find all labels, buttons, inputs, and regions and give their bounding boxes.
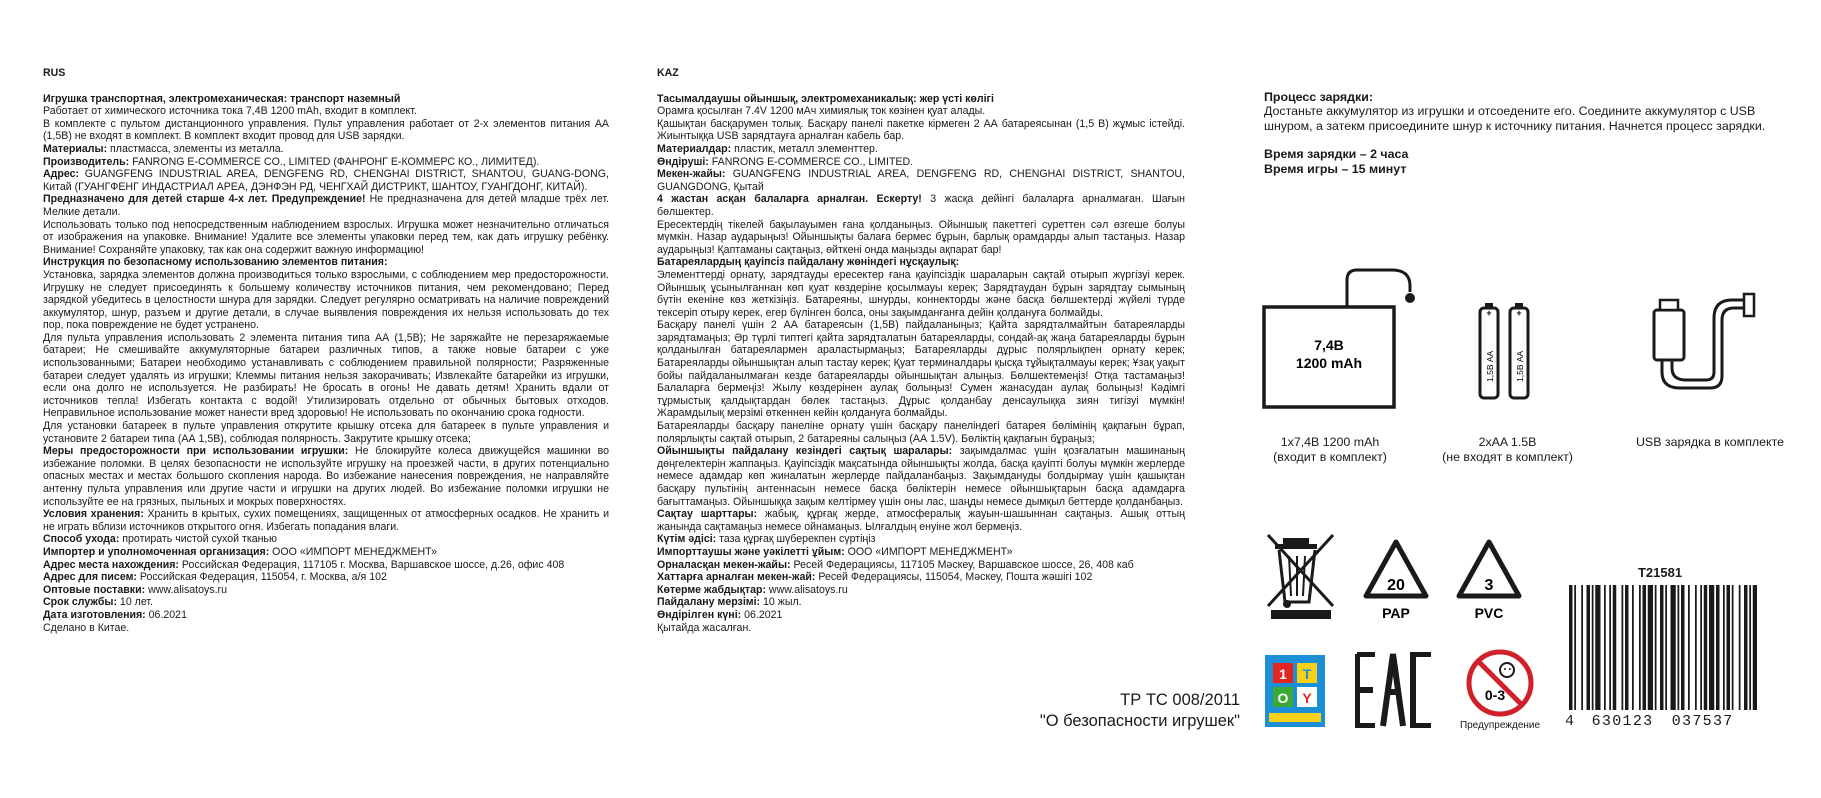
kaz-paragraph-text: Ресей Федерациясы, 115054, Мәскеу, Пошта жәшігі 102 (815, 571, 1093, 584)
kaz-paragraph (657, 596, 1185, 609)
rus-paragraph (43, 168, 609, 193)
pvc-label: PVC (1474, 605, 1504, 621)
rus-paragraph (43, 118, 609, 143)
kaz-paragraph-text: 06.2021 (741, 608, 783, 621)
barcode-bar (1695, 585, 1697, 710)
kaz-lang-label: KAZ (657, 67, 679, 79)
kaz-paragraph-text: пластик, металл элементтер. (731, 142, 878, 155)
kaz-paragraph-text: 10 жыл. (760, 596, 802, 609)
charge-time: Время зарядки – 2 часа (1264, 147, 1409, 162)
recycle-pap-icon (1360, 538, 1432, 622)
rus-paragraph (43, 571, 609, 584)
barcode-bar (1639, 585, 1641, 710)
barcode-bar (1587, 585, 1591, 710)
barcode-bar (1581, 585, 1583, 710)
battery-pack-icon (1262, 262, 1422, 412)
barcode-bar (1655, 585, 1657, 710)
rus-paragraph-heading: Способ ухода: (43, 533, 120, 546)
1toy-logo (1265, 655, 1325, 727)
weee-bin-icon (1265, 532, 1337, 622)
rus-paragraph-text: FANRONG E-COMMERCE CO., LIMITED (ФАНРОНГ Е-КОММЕРС КО., ЛИМИТЕД). (129, 155, 540, 168)
rus-paragraph (43, 93, 609, 106)
barcode-bar (1704, 585, 1708, 710)
charging-title: Процесс зарядки: (1264, 90, 1373, 104)
rus-paragraph-text: Российская Федерация, 117105 г. Москва, Варшавское шоссе, д.26, офис 408 (178, 558, 565, 571)
kaz-paragraph (657, 193, 1185, 218)
kaz-paragraph-text: Батареяларды басқару панеліне орнату үшін басқару панеліндегі батарея бөлімінің қақпағын бұрап, полярлықты сақтай отырып, 2 батареяны салыңыз (АА 1.5V). Бөліктің қақпағын бұраңыз; (657, 420, 1185, 445)
kaz-paragraph-text: жабық, құрғақ жерде, атмосфералық жауын-шашыннан сақтаңыз. Ашық оттың жанында сақтамаңыз немесе ойнамаңыз. Ылғалдың енуіне жол бермеңіз. (657, 508, 1185, 533)
kaz-paragraph (657, 609, 1185, 622)
barcode-bar (1622, 585, 1624, 710)
kaz-paragraph (657, 118, 1185, 143)
kaz-paragraph (657, 420, 1185, 445)
rus-paragraph (43, 622, 609, 635)
rus-paragraph-text: Для установки батареек в пульте управления открутите крышку отсека для батареек в пульте управления и установите 2 батареи типа (АА 1,5В), соблюдая полярность. Закрутите крышку отсека; (43, 420, 609, 445)
battery-caption-line1: 1x7,4В 1200 mAh (1280, 435, 1380, 449)
kaz-paragraph-heading: 4 жастан асқан балаларға арналған. Ескерту! (657, 193, 922, 206)
charging-text: Достаньте аккумулятор из игрушки и отсоедените его. Соедините аккумулятор с USB шнуром, а затекм присоедините шнур к источнику питания. Начнется процесс зарядки. (1264, 104, 1766, 133)
rus-column (43, 67, 609, 634)
recycle-pvc-icon (1453, 538, 1525, 622)
barcode-bar (1700, 585, 1702, 710)
barcode-bar (1739, 585, 1741, 710)
rus-paragraph-heading: Импортер и уполномоченная организация: (43, 545, 270, 558)
kaz-paragraph-text: www.alisatoys.ru (765, 583, 848, 596)
rus-paragraph-heading: Адрес для писем: (43, 571, 137, 584)
kaz-paragraph-text: Элементтерді орнату, зарядтауды ересектер ғана қауіпсіздік шараларын сақтай отырып жүргізуі керек. Ойыншық ұсынылғаннан көп қуат көздеріне қосылмауы керек; Зарядтаудан бұрын зарядтау сымының бүтін екеніне көз жеткізіңіз. Батареяны, шнурды, коннекторды және басқа бөлшектерді жүйелі түрде тексеріп отыру керек, егер бүлінген болса, оны зақымданғанға дейін қолдануға болмайды. (657, 268, 1185, 319)
kaz-paragraph-text: GUANGFENG INDUSTRIAL AREA, DENGFENG RD, CHENGHAI DISTRICT, SHANTOU, GUANGDONG, Қытай (657, 168, 1185, 193)
barcode-bar (1643, 585, 1647, 710)
rus-paragraph-text: В комплекте с пультом дистанционного управления. Пульт управления работает от 2-х элементов питания АА (1,5В) не входят в комплект. В комплект входит провод для USB зарядки. (43, 117, 609, 143)
aa-label-1: 1,5В AA (1485, 350, 1495, 382)
usb-cable-icon (1650, 292, 1760, 402)
battery-caption (1245, 435, 1415, 465)
kaz-paragraph (657, 93, 1185, 106)
kaz-paragraph-text: Басқару панелі үшін 2 АА батареясын (1,5В) пайдаланыңыз; Қайта зарядталмайтын батареяларды зарядтамаңыз; Әр түрлі типтегі қайта зарядталатын батареяларды, сондай-ақ жаңа батареяларды бұрын қолданылған батареялармен араластырмаңыз; Батареяларды дұрыс полярлықпен орнату керек; Батареяларды ойыншықтан алып тастау керек; Қуат терминалдары қысқа тұйықталмауы керек; Ұзақ уақыт бойы пайдаланылмаған кезде батареяларды ойыншықтан алыңыз. Бөлшектемеңіз! Отқа тастамаңыз! Балаларға бермеңіз! Жылу көздерінен аулақ болыңыз! Сумен жанасудан аулақ болыңыз! Кәдімгі тұрмыстық қалдықтардан бөлек тастаңыз. Дұрыс қолданбау денсаулыққа зиян тигізуі мүмкін! Жарамдылық мерзімі өткеннен кейін қолдануға болмайды. (657, 319, 1185, 420)
kaz-paragraph-heading: Материалдар: (657, 142, 732, 155)
kaz-paragraph (657, 168, 1185, 193)
kaz-paragraph-text: 3 жасқа дейінгі балаларға арналмаған. Шағын бөлшектер. (657, 193, 1185, 218)
kaz-paragraph (657, 546, 1185, 559)
kaz-paragraph (657, 156, 1185, 169)
rus-paragraph-heading: Игрушка транспортная, электромеханическая: транспорт наземный (43, 92, 401, 105)
rus-paragraph-text: Сделано в Китае. (43, 621, 130, 634)
kaz-paragraph (657, 105, 1185, 118)
rus-paragraph (43, 609, 609, 622)
eac-mark-icon (1355, 652, 1435, 728)
barcode-digit-first: 4 (1565, 713, 1576, 730)
barcode-bar (1753, 585, 1757, 710)
barcode-bar (1648, 585, 1653, 710)
kaz-paragraph (657, 219, 1185, 257)
barcode-bar (1671, 585, 1676, 710)
rus-paragraph (43, 508, 609, 533)
kaz-paragraph-heading: Мекен-жайы: (657, 168, 726, 181)
kaz-paragraph-text: таза құрғақ шүберекпен сүртіңіз (716, 533, 876, 546)
aa-caption-line1: 2xAA 1.5В (1478, 435, 1537, 449)
barcode-bar (1665, 585, 1667, 710)
kaz-paragraph (657, 571, 1185, 584)
kaz-paragraph (657, 256, 1185, 269)
rus-paragraph (43, 105, 609, 118)
rus-paragraph (43, 533, 609, 546)
pvc-number: 3 (1484, 577, 1494, 594)
rus-paragraph-text: протирать чистой сухой тканью (119, 533, 277, 546)
kaz-paragraph-heading: Күтім әдісі: (657, 533, 717, 546)
kaz-column (657, 67, 1185, 634)
kaz-paragraph-text: Ересектердің тікелей бақылауымен ғана қолданыңыз. Ойыншық пакеттегі суреттен сәл өзгеше болуы мүмкін. Назар аударыңыз! Ойыншықты балаға бермес бұрын, барлық орамдарды алып тастаңыз. Назар аударыңыз! Қаптаманы сақтаңыз, өйткені онда маңызды ақпарат бар! (657, 218, 1185, 256)
rus-paragraph (43, 156, 609, 169)
rus-paragraph-text: Для пульта управления использовать 2 элемента питания типа АА (1,5В); Не заряжайте не перезаряжаемые батареи; Не смешивайте аккумуляторные батареи различных типов, а также новые батареи с уже использованными; Батареи необходимо устанавливать с соблюдением правильной полярности; Разряженные батареи следует удалять из игрушки; Клеммы питания нельзя закорачивать; Извлекайте батарейки из игрушки, если она долго не используется. Не разбирать! Не бросать в огонь! Не давать детям! Хранить вдали от источников тепла! Избегать контакта с водой! Утилизировать отдельно от обычных бытовых отходов. Неправильное использование может нанести вред здоровью! Не использовать по окончанию срока годности. (43, 331, 609, 420)
kaz-paragraph-text: Ресей Федерациясы, 117105 Мәскеу, Варшавское шоссе, 26, 408 каб (790, 558, 1134, 571)
barcode-digits-left: 630123 (1591, 713, 1654, 730)
rus-paragraph (43, 546, 609, 559)
barcode-bar (1716, 585, 1720, 710)
kaz-paragraph-heading: Батареялардың қауіпсіз пайдалану жөніндегі нұсқаулық: (657, 256, 960, 269)
rus-paragraph-text: Российская Федерация, 115054, г. Москва, а/я 102 (136, 571, 387, 584)
barcode-bar (1592, 585, 1594, 710)
battery-capacity-label: 1200 mAh (1295, 355, 1363, 371)
rus-text (43, 93, 609, 635)
logo-block-1: 1 (1279, 666, 1287, 682)
barcode-bar (1609, 585, 1611, 710)
rus-paragraph-heading: Адрес места нахождения: (43, 558, 179, 571)
rus-paragraph-text: пластмасса, элементы из металла. (107, 142, 284, 155)
article-number: T21581 (1637, 565, 1683, 580)
rus-paragraph-heading: Оптовые поставки: (43, 583, 146, 596)
barcode-bar (1574, 585, 1576, 710)
safety-standard (990, 690, 1240, 732)
aa-caption-line2: (не входят в комплект) (1442, 450, 1573, 464)
rus-paragraph-heading: Предназначено для детей старше 4-х лет. Предупреждение! (43, 193, 366, 206)
rus-paragraph-text: www.alisatoys.ru (145, 583, 227, 596)
age-label: 0-3 (1484, 687, 1506, 703)
rus-paragraph (43, 219, 609, 257)
svg-text:+: + (1486, 308, 1492, 318)
kaz-paragraph-heading: Импорттаушы және уәкілетті ұйым: (657, 545, 845, 558)
kaz-paragraph (657, 269, 1185, 319)
aa-batteries-icon (1472, 302, 1542, 402)
kaz-paragraph (657, 508, 1185, 533)
rus-paragraph-text: Не блокируйте колеса движущейся машинки во избежание поломки. В целях безопасности не используйте игрушку на проезжей части, в других потенциально опасных местах и местах большого скопления народа. Во избежание нанесения повреждения, не направляйте антенну пульта управления или другие части и игрушки на других людей. Во избежание поломки игрушки не используйте ее на грязных, пыльных и мокрых поверхностях. (43, 445, 609, 508)
rus-paragraph (43, 420, 609, 445)
kaz-paragraph (657, 533, 1185, 546)
kaz-paragraph-heading: Хаттарға арналған мекен-жай: (657, 571, 816, 584)
rus-paragraph-heading: Дата изготовления: (43, 608, 146, 621)
kaz-paragraph (657, 559, 1185, 572)
barcode-bar (1632, 585, 1634, 710)
barcode-bar (1678, 585, 1680, 710)
logo-block-2: T (1302, 666, 1312, 682)
charging-info (1264, 90, 1784, 176)
kaz-paragraph-text: FANRONG E-COMMERCE CO., LIMITED. (708, 155, 914, 168)
rus-paragraph (43, 445, 609, 508)
barcode-bar (1744, 585, 1748, 710)
barcode-bar (1569, 585, 1573, 710)
standard-line1: ТР ТС 008/2011 (1120, 691, 1240, 709)
logo-block-3: O (1277, 690, 1289, 706)
age-warning-caption: Предупреждение (1459, 720, 1541, 731)
battery-caption-line2: (входит в комплект) (1273, 450, 1387, 464)
kaz-paragraph-heading: Тасымалдаушы ойыншық, электромеханикалық: жер үсті көлігі (657, 92, 994, 105)
kaz-paragraph-text: ООО «ИМПОРТ МЕНЕДЖМЕНТ» (844, 545, 1013, 558)
rus-paragraph-heading: Инструкция по безопасному использованию элементов питания: (43, 256, 388, 269)
kaz-paragraph-text: Орамға қосылған 7.4V 1200 мАч химиялық ток көзінен қуат алады. (657, 105, 986, 118)
rus-paragraph-text: 10 лет. (116, 596, 153, 609)
standard-line2: "О безопасности игрушек" (1039, 712, 1240, 730)
rus-paragraph (43, 332, 609, 420)
kaz-paragraph-heading: Сақтау шарттары: (657, 508, 758, 521)
rus-paragraph-heading: Срок службы: (43, 596, 117, 609)
kaz-paragraph-heading: Өндіруші: (657, 155, 709, 168)
barcode-bar (1727, 585, 1731, 710)
rus-paragraph-text: Установка, зарядка элементов должна производиться только взрослыми, с соблюдением мер предосторожности. Игрушку не следует присоединять к большему количеству источников питания, чем рекомендовано; Перед зарядкой убедитесь в целостности шнура для зарядки. Следует регулярно осматривать на наличие повреждений аккумулятор, шнур, разъем и другие детали, в случае выявления повреждения их нельзя использовать до тех пор, пока повреждение не будет устранено. (43, 268, 609, 332)
rus-paragraph-text: ООО «ИМПОРТ МЕНЕДЖМЕНТ» (269, 545, 438, 558)
barcode-bar (1660, 585, 1664, 710)
barcode-bar (1723, 585, 1725, 710)
rus-paragraph-text: GUANGFENG INDUSTRIAL AREA, DENGFENG RD, CHENGHAI DISTRICT, SHANTOU, GUANG-DONG, Китай (ГУАНГФЕНГ ИНДАСТРИАЛ АРЕА, ДЭНФЭН РД, ЧЕНГХАЙ ДИСТРИКТ, ШАНТОУ, ГУАНГДОНГ, КИТАЙ). (43, 168, 609, 193)
logo-block-4: Y (1302, 690, 1312, 706)
pap-label: PAP (1382, 605, 1410, 621)
kaz-paragraph-heading: Пайдалану мерзімі: (657, 596, 761, 609)
rus-paragraph-text: 06.2021 (145, 608, 187, 621)
aa-caption (1425, 435, 1590, 465)
barcode-bar (1681, 585, 1685, 710)
barcode-bar (1613, 585, 1617, 710)
kaz-paragraph (657, 622, 1185, 635)
kaz-paragraph (657, 319, 1185, 420)
rus-paragraph-text: Использовать только под непосредственным наблюдением взрослых. Игрушка может незначительно отличаться от изображения на упаковке. Внимание! Удалите все элементы упаковки перед тем, как дать игрушку ребёнку. Внимание! Сохраняйте упаковку, так как она содержит важную информацию! (43, 218, 609, 256)
kaz-paragraph (657, 584, 1185, 597)
rus-paragraph-heading: Меры предосторожности при использовании игрушки: (43, 445, 349, 458)
rus-paragraph (43, 269, 609, 332)
rus-lang-label: RUS (43, 67, 66, 79)
barcode-digits (1565, 713, 1765, 730)
barcode-bar (1688, 585, 1690, 710)
rus-paragraph-text: Работает от химического источника тока 7,4В 1200 mAh, входит в комплект. (43, 105, 417, 118)
barcode-bar (1604, 585, 1606, 710)
barcode-bar (1595, 585, 1600, 710)
usb-caption: USB зарядка в комплекте (1635, 435, 1785, 449)
barcode-bar (1709, 585, 1714, 710)
kaz-paragraph (657, 143, 1185, 156)
svg-text:+: + (1516, 308, 1522, 318)
rus-paragraph (43, 193, 609, 218)
kaz-paragraph-text: Қытайда жасалған. (657, 621, 752, 634)
battery-voltage-label: 7,4В (1314, 337, 1344, 353)
rus-paragraph-heading: Адрес: (43, 168, 80, 181)
kaz-paragraph-heading: Өндірілген күні: (657, 608, 742, 621)
age-warning-icon (1465, 648, 1535, 718)
rus-paragraph-heading: Материалы: (43, 142, 108, 155)
rus-paragraph-heading: Условия хранения: (43, 508, 144, 521)
play-time: Время игры – 15 минут (1264, 161, 1407, 176)
kaz-text (657, 93, 1185, 635)
rus-paragraph (43, 143, 609, 156)
kaz-paragraph-text: Қашықтан басқарумен толық. Басқару панелі пакетке кірмеген 2 АА батареясынан (1,5 В) жұмыс істейді. Жиынтыққа USB зарядтауға арналған кабель бар. (657, 117, 1185, 143)
kaz-paragraph-heading: Ойыншықты пайдалану кезіндегі сақтық шаралары: (657, 445, 953, 458)
rus-paragraph (43, 584, 609, 597)
kaz-paragraph-heading: Орналасқан мекен-жайы: (657, 558, 791, 571)
rus-paragraph (43, 256, 609, 269)
barcode-bar (1749, 585, 1751, 710)
rus-paragraph-heading: Производитель: (43, 155, 130, 168)
kaz-paragraph-text: зақымдалмас үшін қозғалатын машинаның дөңгелектерін жаппаңыз. Қауіпсіздік мақсатында ойыншықты жолда, басқа қауіпті болуы мүмкін жерлерде немесе адамдар көп жиналатын жерлерде пайдаланбаңыз. Зақымдануды болдырмау үшін қашықтан басқару пультінің антеннасын немесе басқа бөліктерін немесе ойыншықтарын басқа адамдарға бағыттамаңыз. Ойыншыққа зақым келтірмеу үшін оны лас, шаңды немесе дымқыл беттерде қолданбаңыз. (657, 445, 1186, 508)
kaz-paragraph-heading: Көтерме жабдықтар: (657, 583, 766, 596)
rus-paragraph-text: Не предназначена для детей младше трёх лет. Мелкие детали. (43, 193, 609, 218)
barcode-bar (1732, 585, 1734, 710)
rus-paragraph (43, 559, 609, 572)
kaz-paragraph (657, 445, 1185, 508)
pap-number: 20 (1387, 577, 1405, 594)
barcode-digits-right: 037537 (1671, 713, 1734, 730)
barcode-bar (1625, 585, 1629, 710)
aa-label-2: 1,5В AA (1515, 350, 1525, 382)
rus-paragraph-text: Хранить в крытых, сухих помещениях, защищенных от атмосферных осадков. Не хранить и не играть вблизи источников открытого огня. Избегать попадания влаги. (43, 508, 609, 533)
rus-paragraph (43, 596, 609, 609)
